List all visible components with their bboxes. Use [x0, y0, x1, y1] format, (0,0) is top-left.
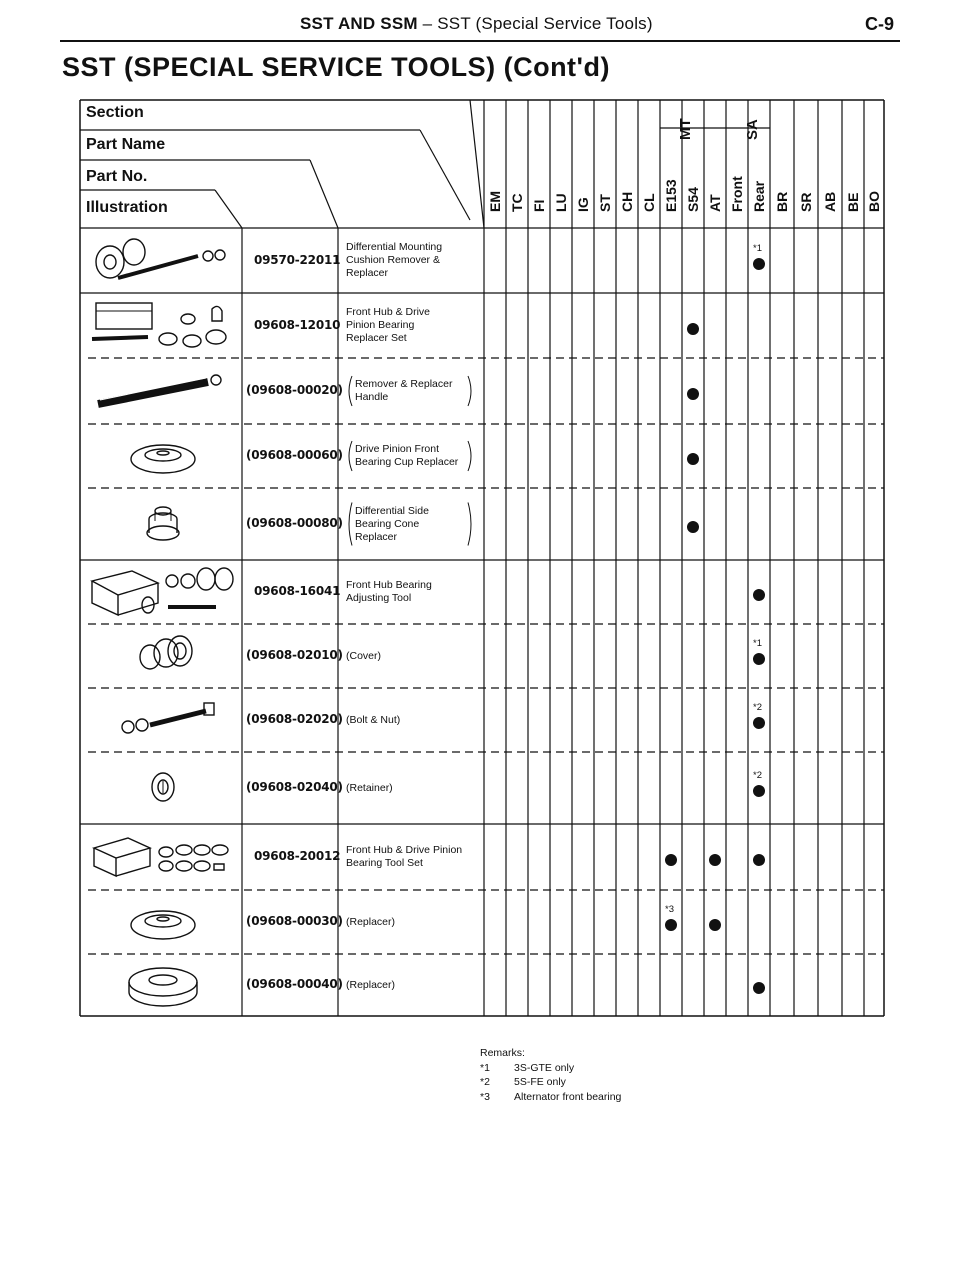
column-label-em: EM [487, 191, 503, 212]
mark-note: *2 [753, 770, 762, 781]
part-name: Drive Pinion Front Bearing Cup Replacer [355, 443, 459, 468]
column-label-be: BE [845, 192, 861, 212]
retainer-icon [88, 761, 238, 820]
column-label-bo: BO [866, 191, 882, 212]
part-number: 09608-20012 [254, 849, 341, 863]
part-number: (09608-00080) [246, 516, 343, 530]
part-name: Front Hub & Drive Pinion Bearing Replacer Set [346, 306, 431, 344]
differential-mounting-tool-icon [88, 234, 238, 293]
bearing-tool-set-icon [88, 830, 238, 889]
header-title-bold: SST AND SSM [300, 14, 418, 33]
part-number: (09608-02040) [246, 780, 343, 794]
header-diagonal-3 [215, 190, 242, 228]
mark-note: *1 [753, 242, 762, 254]
part-number: 09570-22011 [254, 252, 341, 267]
replacer-disc-icon [88, 895, 238, 954]
remark-item [480, 1075, 621, 1090]
part-name: (Retainer) [346, 781, 393, 794]
remark-key: *2 [480, 1076, 490, 1088]
applicability-mark [709, 919, 721, 931]
adjusting-tool-case-icon [88, 565, 238, 624]
part-name: Front Hub Bearing Adjusting Tool [346, 579, 432, 604]
remark-key: *1 [480, 1061, 490, 1074]
part-name: Remover & Replacer Handle [355, 378, 453, 403]
mark-note: *3 [665, 904, 674, 915]
part-number: (09608-02010) [246, 648, 343, 662]
bearing-cone-icon [88, 497, 238, 556]
part-no-label: Part No. [86, 168, 148, 185]
applicability-mark [687, 388, 699, 400]
part-name: Differential Side Bearing Cone Replacer [355, 504, 429, 543]
section-label: Section [86, 104, 144, 121]
remarks [480, 1046, 621, 1104]
header-title-rest: SST (Special Service Tools) [437, 14, 653, 33]
applicability-mark [753, 982, 765, 994]
part-number: (09608-00030) [246, 914, 343, 928]
column-label-e153: E153 [663, 179, 679, 212]
tool-set-case-icon [88, 299, 238, 358]
part-number: (09608-00020) [246, 383, 343, 397]
column-label-s54: S54 [685, 187, 701, 212]
applicability-mark [753, 589, 765, 601]
applicability-mark [687, 323, 699, 335]
part-number: (09608-02020) [246, 712, 343, 726]
part-name: (Bolt & Nut) [346, 713, 401, 726]
applicability-mark [753, 785, 765, 797]
header-diagonal-2 [310, 160, 338, 228]
column-label-ch: CH [619, 191, 635, 212]
handle-icon [88, 364, 238, 423]
column-label-lu: LU [553, 193, 569, 212]
part-name: (Replacer) [346, 978, 396, 991]
remark-text: 3S-GTE only [514, 1061, 575, 1074]
cover-icon [88, 629, 238, 688]
applicability-mark [665, 919, 677, 931]
column-label-st: ST [597, 194, 613, 212]
column-label-at: AT [707, 194, 723, 212]
replacer-disc-icon [88, 429, 238, 488]
remarks-list [480, 1061, 621, 1105]
bolt-nut-icon [88, 693, 238, 752]
remark-item [480, 1061, 621, 1076]
applicability-mark [687, 453, 699, 465]
applicability-mark [753, 854, 765, 866]
header-diagonal-1 [420, 130, 470, 220]
column-label-tc: TC [509, 193, 525, 212]
applicability-mark [687, 521, 699, 533]
remark-item [480, 1090, 621, 1105]
applicability-mark [753, 653, 765, 665]
part-name: Front Hub & Drive Pinion Bearing Tool Set [346, 844, 463, 869]
remark-text: Alternator front bearing [514, 1090, 622, 1103]
column-label-ab: AB [822, 191, 838, 212]
replacer-thick-icon [88, 958, 238, 1017]
mark-note: *1 [753, 638, 762, 649]
mark-note: *2 [753, 702, 762, 713]
column-label-rear: Rear [751, 180, 767, 212]
part-number: (09608-00040) [246, 977, 343, 991]
part-number: 09608-12010 [254, 317, 341, 332]
column-label-ig: IG [575, 197, 591, 212]
part-number: (09608-00060) [246, 448, 343, 462]
illustration-label: Illustration [86, 199, 168, 216]
applicability-mark [753, 717, 765, 729]
group-label-mt: MT [677, 118, 694, 140]
column-label-br: BR [774, 191, 790, 212]
column-label-fi: FI [531, 199, 547, 212]
page-number: C-9 [864, 14, 894, 34]
applicability-mark [709, 854, 721, 866]
part-name: Differential Mounting Cushion Remover & Replacer [346, 241, 443, 279]
column-label-front: Front [729, 176, 745, 212]
group-label-sa: SA [744, 119, 761, 140]
applicability-mark [753, 258, 765, 270]
column-label-sr: SR [798, 192, 814, 212]
remark-key: *3 [480, 1090, 490, 1103]
remarks-title: Remarks: [480, 1047, 525, 1059]
part-name-label: Part Name [86, 136, 166, 153]
column-label-cl: CL [641, 193, 657, 212]
part-name: (Cover) [346, 649, 382, 662]
remark-text: 5S-FE only [514, 1076, 566, 1088]
header-dash: – [417, 14, 438, 33]
page-title: SST (SPECIAL SERVICE TOOLS) (Cont'd) [62, 52, 610, 82]
header-diagonal-4 [470, 100, 484, 228]
applicability-mark [665, 854, 677, 866]
part-number: 09608-16041 [254, 584, 341, 598]
part-name: (Replacer) [346, 915, 396, 928]
